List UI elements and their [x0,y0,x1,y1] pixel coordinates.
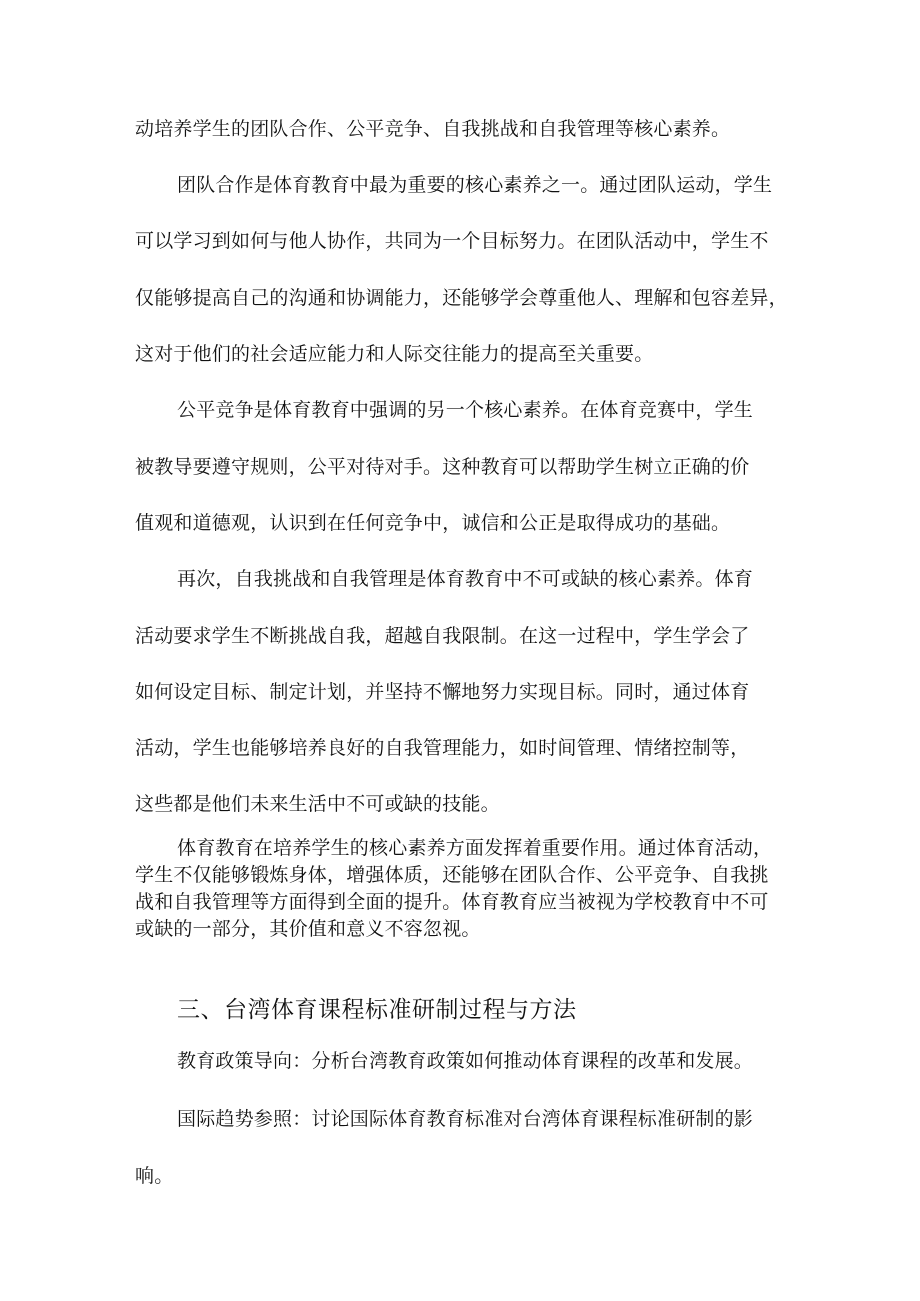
paragraph-line: 响。 [135,1165,174,1187]
paragraph-line: 教育政策导向：分析台湾教育政策如何推动体育课程的改革和发展。 [177,1050,754,1072]
paragraph-line: 团队合作是体育教育中最为重要的核心素养之一。通过团队运动，学生 [177,174,773,196]
paragraph-line: 或缺的一部分，其价值和意义不容忽视。 [135,918,481,940]
section-heading: 三、台湾体育课程标准研制过程与方法 [177,997,577,1023]
paragraph-line: 体育教育在培养学生的核心素养方面发挥着重要作用。通过体育活动， [177,837,773,859]
paragraph-line: 值观和道德观，认识到在任何竞争中，诚信和公正是取得成功的基础。 [135,512,731,534]
paragraph-line: 战和自我管理等方面得到全面的提升。体育教育应当被视为学校教育中不可 [135,891,769,913]
paragraph-line: 如何设定目标、制定计划，并坚持不懈地努力实现目标。同时，通过体育 [135,681,750,703]
paragraph-line: 可以学习到如何与他人协作，共同为一个目标努力。在团队活动中，学生不 [135,230,769,252]
paragraph-line: 公平竞争是体育教育中强调的另一个核心素养。在体育竞赛中，学生 [177,399,754,421]
paragraph-line: 仅能够提高自己的沟通和协调能力，还能够学会尊重他人、理解和包容差异， [135,287,788,309]
paragraph-line: 活动，学生也能够培养良好的自我管理能力，如时间管理、情绪控制等， [135,737,750,759]
paragraph-line: 国际趋势参照：讨论国际体育教育标准对台湾体育课程标准研制的影 [177,1108,754,1130]
paragraph-line: 这对于他们的社会适应能力和人际交往能力的提高至关重要。 [135,343,654,365]
paragraph-line: 活动要求学生不断挑战自我，超越自我限制。在这一过程中，学生学会了 [135,625,750,647]
paragraph-line: 动培养学生的团队合作、公平竞争、自我挑战和自我管理等核心素养。 [135,118,731,140]
paragraph-line: 被教导要遵守规则，公平对待对手。这种教育可以帮助学生树立正确的价 [135,456,750,478]
paragraph-line: 再次，自我挑战和自我管理是体育教育中不可或缺的核心素养。体育 [177,568,754,590]
paragraph-line: 这些都是他们未来生活中不可或缺的技能。 [135,793,500,815]
paragraph-line: 学生不仅能够锻炼身体，增强体质，还能够在团队合作、公平竞争、自我挑 [135,864,769,886]
